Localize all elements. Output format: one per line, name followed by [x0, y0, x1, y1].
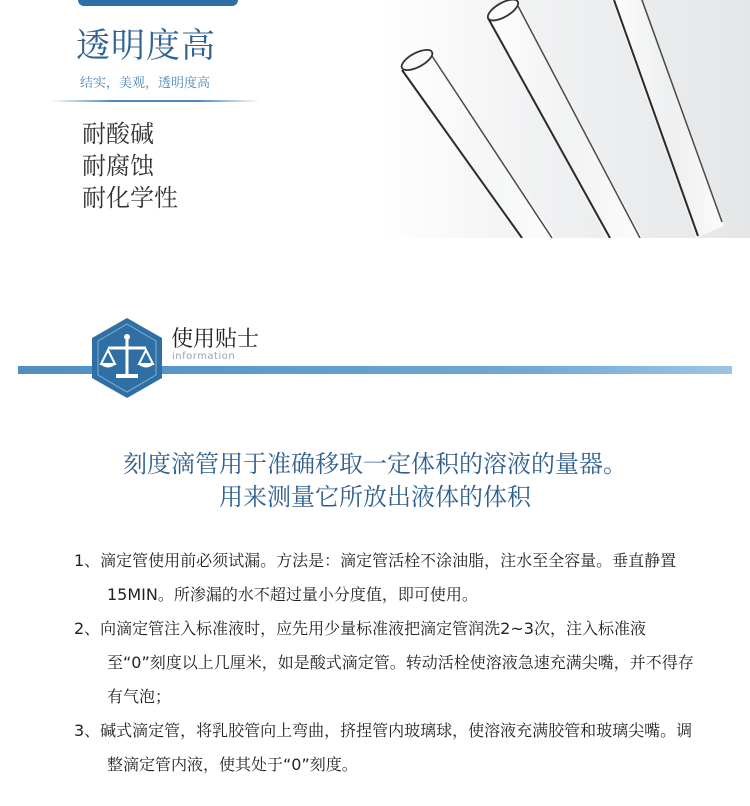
property-list [82, 118, 178, 214]
test-tube [612, 0, 724, 238]
property-item: 耐酸碱 [82, 120, 154, 148]
balance-scale-icon [90, 316, 164, 400]
section-title: 使用贴士 [171, 327, 260, 352]
property-item: 耐腐蚀 [82, 152, 154, 180]
tip-item: 2、向滴定管注入标准液时，应先用少量标准液把滴定管润洗2~3次，注入标准液至“0”刻度以上几厘米，如是酸式滴定管。转动活栓使溶液急速充满尖嘴，并不得存有气泡； [74, 619, 694, 706]
usage-tips-list [74, 544, 694, 782]
tip-item: 3、碱式滴定管，将乳胶管向上弯曲，挤捏管内玻璃球，使溶液充满胶管和玻璃尖嘴。调整滴定管内液，使其处于“0”刻度。 [74, 721, 693, 774]
headline [0, 448, 750, 514]
headline-line-2: 用来测量它所放出液体的体积 [219, 483, 531, 511]
tip-item: 1、滴定管使用前必须试漏。方法是：滴定管活栓不涂油脂，注水至全容量。垂直静置15MIN。所渗漏的水不超过量小分度值，即可使用。 [74, 551, 677, 604]
feature-subtitle: 结实，美观，透明度高 [80, 76, 211, 91]
property-item: 耐化学性 [82, 184, 178, 212]
feature-title: 透明度高 [76, 26, 216, 66]
section-hexagon-badge [90, 316, 164, 400]
glass-tubes-image [380, 0, 750, 238]
top-accent-bar [78, 0, 238, 6]
feature-divider [50, 100, 260, 102]
headline-line-1: 刻度滴管用于准确移取一定体积的溶液的量器。 [123, 450, 627, 478]
section-subtitle-en: information [172, 351, 236, 362]
